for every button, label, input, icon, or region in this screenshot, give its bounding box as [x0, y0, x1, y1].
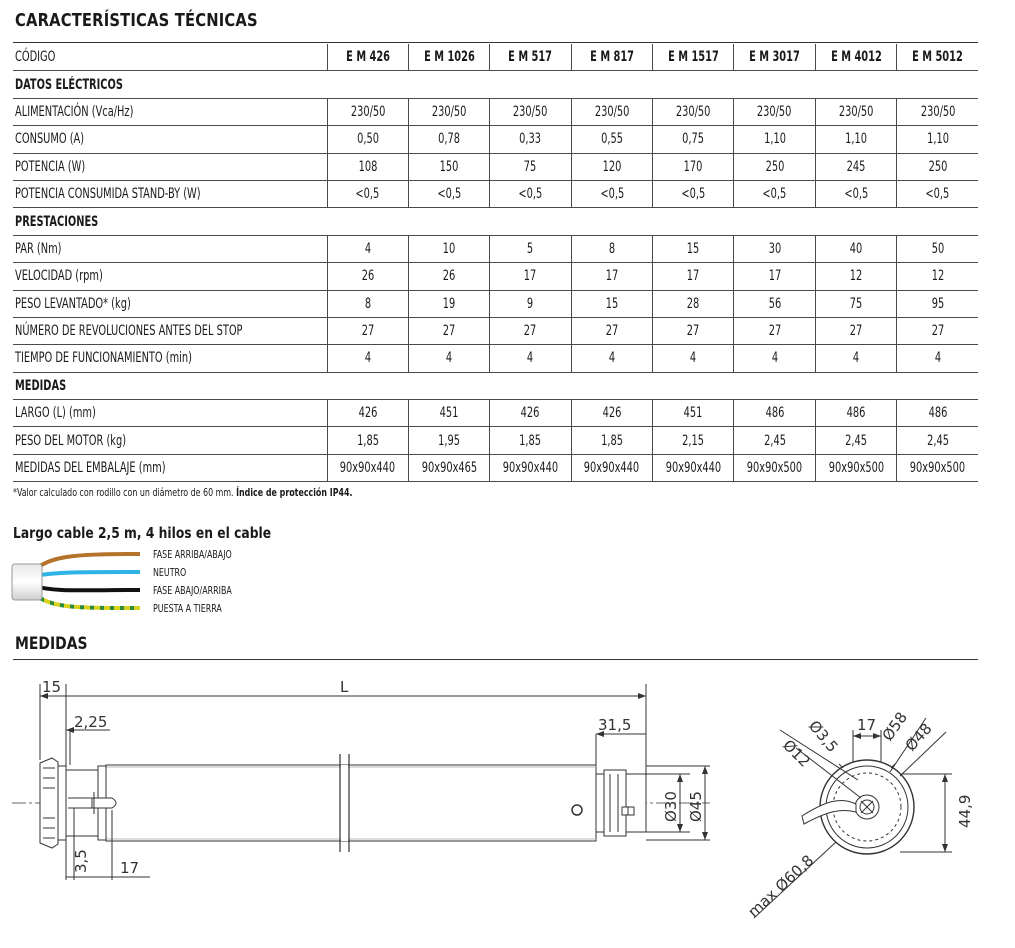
row-value: 17 — [524, 268, 537, 285]
row-value: <0,5 — [681, 186, 706, 203]
table-row — [13, 98, 978, 125]
row-value: 1,95 — [438, 432, 461, 449]
dim-17-side: 17 — [120, 859, 140, 877]
medidas-title: MEDIDAS — [15, 634, 88, 654]
row-value: 250 — [928, 158, 948, 175]
row-value: 4 — [852, 350, 860, 367]
row-value: 451 — [683, 405, 703, 422]
row-value: 1,10 — [763, 131, 786, 148]
row-value: 27 — [442, 323, 456, 340]
model-code: E M 1517 — [667, 49, 719, 66]
row-value: <0,5 — [599, 186, 624, 203]
wire-label-tierra: PUESTA A TIERRA — [153, 602, 222, 615]
dim-d45: Ø45 — [687, 791, 705, 822]
row-value: 230/50 — [431, 103, 467, 120]
row-value: 12 — [849, 268, 863, 285]
section-title: PRESTACIONES — [15, 213, 99, 230]
dim-31-5: 31,5 — [598, 716, 632, 734]
section-row — [13, 208, 978, 235]
row-value: 2,45 — [845, 432, 867, 449]
row-value: 27 — [686, 323, 700, 340]
table-row — [13, 180, 978, 207]
section-title: DATOS ELÉCTRICOS — [15, 76, 123, 93]
medidas-divider — [13, 659, 978, 660]
row-value: 56 — [768, 295, 781, 312]
section-row — [13, 71, 978, 98]
row-value: 120 — [602, 158, 622, 175]
dim-15: 15 — [42, 678, 62, 696]
row-value: 1,10 — [926, 131, 949, 148]
row-value: 1,85 — [356, 432, 379, 449]
row-value: <0,5 — [518, 186, 543, 203]
dim-2-25: 2,25 — [74, 713, 108, 731]
row-label: PAR (Nm) — [15, 240, 62, 257]
row-value: 19 — [442, 295, 456, 312]
row-value: 40 — [849, 240, 863, 257]
row-label: CONSUMO (A) — [15, 131, 85, 148]
row-value: 2,15 — [682, 432, 705, 449]
row-value: 27 — [361, 323, 374, 340]
row-value: 90x90x465 — [421, 460, 477, 477]
row-value: 1,85 — [519, 432, 542, 449]
dim-17-end: 17 — [857, 716, 877, 734]
row-value: 9 — [527, 295, 534, 312]
model-code: E M 426 — [345, 49, 390, 66]
row-value: 26 — [442, 268, 456, 285]
section-title: MEDIDAS — [15, 377, 67, 394]
row-value: 15 — [605, 295, 619, 312]
model-code: E M 5012 — [912, 49, 964, 66]
row-value: 4 — [771, 350, 778, 367]
row-label: LARGO (L) (mm) — [15, 405, 96, 422]
header-label: CÓDIGO — [15, 49, 56, 66]
row-value: 28 — [686, 295, 700, 312]
section-row — [13, 372, 978, 399]
row-value: 8 — [364, 295, 371, 312]
row-value: 27 — [768, 323, 781, 340]
wire-brown — [32, 554, 140, 572]
row-value: 10 — [442, 240, 456, 257]
row-value: 486 — [846, 405, 866, 422]
dim-d58: Ø58 — [878, 708, 912, 745]
row-value: 426 — [358, 405, 378, 422]
row-value: 27 — [605, 323, 619, 340]
row-value: 27 — [931, 323, 944, 340]
row-value: 4 — [934, 350, 941, 367]
end-view-drawing — [740, 700, 980, 925]
row-value: 486 — [765, 405, 785, 422]
row-value: 230/50 — [757, 103, 792, 120]
row-value: 4 — [527, 350, 534, 367]
row-value: 2,45 — [763, 432, 786, 449]
model-code: E M 517 — [508, 49, 553, 66]
row-label: PESO LEVANTADO* (kg) — [15, 295, 131, 312]
model-code: E M 1026 — [423, 49, 475, 66]
row-value: 8 — [608, 240, 615, 257]
table-row — [13, 263, 978, 290]
cable-sheath — [12, 564, 42, 600]
row-value: 0,55 — [600, 131, 623, 148]
row-label: NÚMERO DE REVOLUCIONES ANTES DEL STOP — [15, 323, 243, 340]
model-code: E M 3017 — [749, 49, 800, 66]
row-value: 0,50 — [356, 131, 379, 148]
row-value: 2,45 — [926, 432, 949, 449]
dim-d3-5: Ø3,5 — [804, 717, 842, 756]
row-label: PESO DEL MOTOR (kg) — [15, 432, 127, 449]
row-value: 0,75 — [682, 131, 705, 148]
table-row — [13, 317, 978, 344]
dim-d30: Ø30 — [662, 791, 680, 822]
row-value: <0,5 — [355, 186, 380, 203]
table-row — [13, 153, 978, 180]
page-title: CARACTERÍSTICAS TÉCNICAS — [15, 10, 258, 31]
row-value: 4 — [690, 350, 697, 367]
footnote-protection: Índice de protección IP44. — [236, 486, 353, 499]
row-value: 230/50 — [350, 103, 385, 120]
row-value: 230/50 — [513, 103, 548, 120]
dim-max-d60-8: max Ø60,8 — [744, 851, 818, 921]
table-row — [13, 427, 978, 454]
row-value: <0,5 — [437, 186, 462, 203]
cable-illustration — [10, 546, 150, 618]
table-row — [13, 345, 978, 372]
row-value: 17 — [768, 268, 781, 285]
row-value: 5 — [527, 240, 534, 257]
row-label: ALIMENTACIÓN (Vca/Hz) — [15, 103, 134, 120]
row-label: POTENCIA (W) — [15, 158, 86, 175]
row-value: 1,85 — [600, 432, 623, 449]
row-value: 90x90x440 — [340, 460, 396, 477]
wire-black — [34, 586, 140, 590]
row-value: 4 — [364, 240, 371, 257]
row-label: TIEMPO DE FUNCIONAMIENTO (min) — [15, 350, 192, 367]
dim-d12: Ø12 — [779, 736, 814, 771]
row-value: 27 — [849, 323, 863, 340]
row-value: 426 — [521, 405, 540, 422]
row-value: <0,5 — [844, 186, 868, 203]
row-value: 90x90x440 — [665, 460, 721, 477]
wire-earth — [32, 592, 140, 608]
row-value: 0,78 — [438, 131, 461, 148]
table-row — [13, 126, 978, 153]
cable-title: Largo cable 2,5 m, 4 hilos en el cable — [13, 524, 272, 542]
row-value: 75 — [849, 295, 863, 312]
table-row — [13, 454, 978, 481]
row-value: 1,10 — [845, 131, 867, 148]
title-divider — [13, 42, 978, 43]
row-value: 17 — [605, 268, 619, 285]
row-value: 170 — [683, 158, 703, 175]
row-label: MEDIDAS DEL EMBALAJE (mm) — [15, 460, 166, 477]
dim-l: L — [340, 678, 349, 696]
row-value: 17 — [686, 268, 700, 285]
row-value: <0,5 — [762, 186, 787, 203]
table-row — [13, 400, 978, 427]
wire-blue — [34, 572, 140, 576]
row-value: 90x90x500 — [746, 460, 803, 477]
table-header-row — [13, 44, 978, 71]
row-value: <0,5 — [925, 186, 950, 203]
row-value: 30 — [768, 240, 781, 257]
row-value: 90x90x500 — [909, 460, 966, 477]
row-value: 4 — [364, 350, 371, 367]
footnote — [13, 486, 353, 499]
row-value: 90x90x500 — [828, 460, 884, 477]
row-value: 0,33 — [519, 131, 542, 148]
row-value: 75 — [524, 158, 537, 175]
specs-table — [13, 44, 978, 482]
row-value: 451 — [439, 405, 459, 422]
wire-label-fase-arriba: FASE ARRIBA/ABAJO — [153, 548, 232, 561]
row-value: 95 — [931, 295, 944, 312]
side-view-drawing — [0, 670, 720, 890]
row-value: 230/50 — [920, 103, 955, 120]
row-value: 230/50 — [594, 103, 630, 120]
row-value: 486 — [928, 405, 948, 422]
row-value: 4 — [445, 350, 453, 367]
model-code: E M 4012 — [830, 49, 882, 66]
row-value: 90x90x440 — [584, 460, 640, 477]
row-value: 245 — [846, 158, 866, 175]
footnote-text: *Valor calculado con rodillo con un diámetro de 60 mm. — [13, 486, 237, 499]
row-value: 108 — [358, 158, 378, 175]
row-value: 150 — [439, 158, 459, 175]
dim-d48: Ø48 — [901, 719, 936, 755]
row-value: 250 — [765, 158, 785, 175]
row-value: 230/50 — [675, 103, 711, 120]
table-row — [13, 290, 978, 317]
row-label: VELOCIDAD (rpm) — [15, 268, 103, 285]
wire-label-fase-abajo: FASE ABAJO/ARRIBA — [153, 584, 232, 597]
row-value: 15 — [686, 240, 700, 257]
row-value: 4 — [608, 350, 615, 367]
row-value: 27 — [524, 323, 537, 340]
row-value: 90x90x440 — [502, 460, 559, 477]
row-value: 50 — [931, 240, 944, 257]
dim-44-9: 44,9 — [956, 794, 974, 828]
dim-3-5: 3,5 — [72, 849, 90, 873]
row-value: 426 — [602, 405, 622, 422]
row-value: 12 — [931, 268, 944, 285]
row-label: POTENCIA CONSUMIDA STAND-BY (W) — [15, 186, 201, 203]
wire-label-neutro: NEUTRO — [153, 566, 187, 579]
row-value: 26 — [361, 268, 374, 285]
model-code: E M 817 — [589, 49, 634, 66]
row-value: 230/50 — [838, 103, 874, 120]
table-row — [13, 235, 978, 262]
